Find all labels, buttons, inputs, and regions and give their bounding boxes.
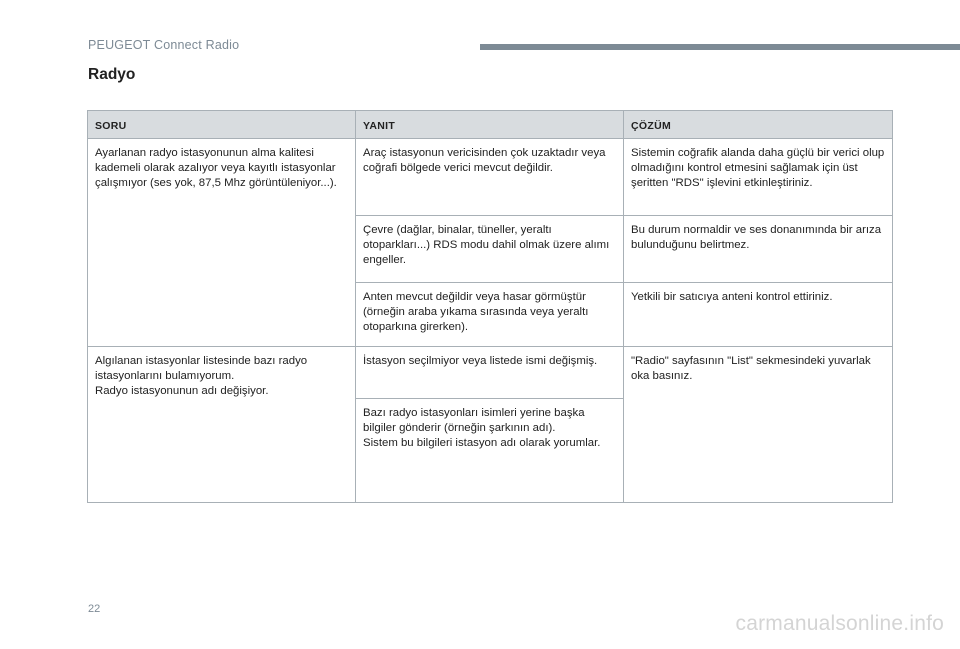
troubleshooting-table [87, 110, 893, 503]
answer-cell: Çevre (dağlar, binalar, tüneller, yeraltı otoparkları...) RDS modu dahil olmak üzere alımı engeller. [356, 216, 624, 283]
table-row [88, 139, 893, 216]
answer-cell [356, 399, 624, 503]
solution-cell: Sistemin coğrafik alanda daha güçlü bir verici olup olmadığını kontrol etmesini sağlamak için üst şeritten "RDS" işlevini etkinleştiriniz. [624, 139, 893, 216]
section-title: Radyo [88, 66, 136, 83]
question-cell: Ayarlanan radyo istasyonunun alma kalitesi kademeli olarak azalıyor veya kayıtlı istasyonlar çalışmıyor (ses yok, 87,5 Mhz görüntüleniyor...). [88, 139, 356, 347]
solution-cell: Yetkili bir satıcıya anteni kontrol ettiriniz. [624, 283, 893, 347]
answer-cell: Anten mevcut değildir veya hasar görmüştür (örneğin araba yıkama sırasında veya yeraltı otoparkına girerken). [356, 283, 624, 347]
table-header-row [88, 111, 893, 139]
table-row [88, 347, 893, 399]
column-header-solution: ÇÖZÜM [624, 111, 893, 139]
page-number: 22 [88, 603, 101, 615]
question-line: Radyo istasyonunun adı değişiyor. [95, 385, 269, 398]
answer-line: Bazı radyo istasyonları isimleri yerine başka bilgiler gönderir (örneğin şarkının adı). [363, 407, 585, 435]
answer-cell: Araç istasyonun vericisinden çok uzaktadır veya coğrafi bölgede verici mevcut değildir. [356, 139, 624, 216]
solution-cell: "Radio" sayfasının "List" sekmesindeki yuvarlak oka basınız. [624, 347, 893, 503]
solution-cell: Bu durum normaldir ve ses donanımında bir arıza bulunduğunu belirtmez. [624, 216, 893, 283]
question-line: Algılanan istasyonlar listesinde bazı radyo istasyonlarını bulamıyorum. [95, 355, 308, 383]
column-header-answer: YANIT [356, 111, 624, 139]
column-header-question: SORU [88, 111, 356, 139]
header-accent-bar [480, 44, 960, 50]
answer-line: Sistem bu bilgileri istasyon adı olarak yorumlar. [363, 437, 601, 450]
answer-cell: İstasyon seçilmiyor veya listede ismi değişmiş. [356, 347, 624, 399]
watermark: carmanualsonline.info [735, 612, 944, 635]
question-cell [88, 347, 356, 503]
header-title: PEUGEOT Connect Radio [88, 38, 240, 52]
